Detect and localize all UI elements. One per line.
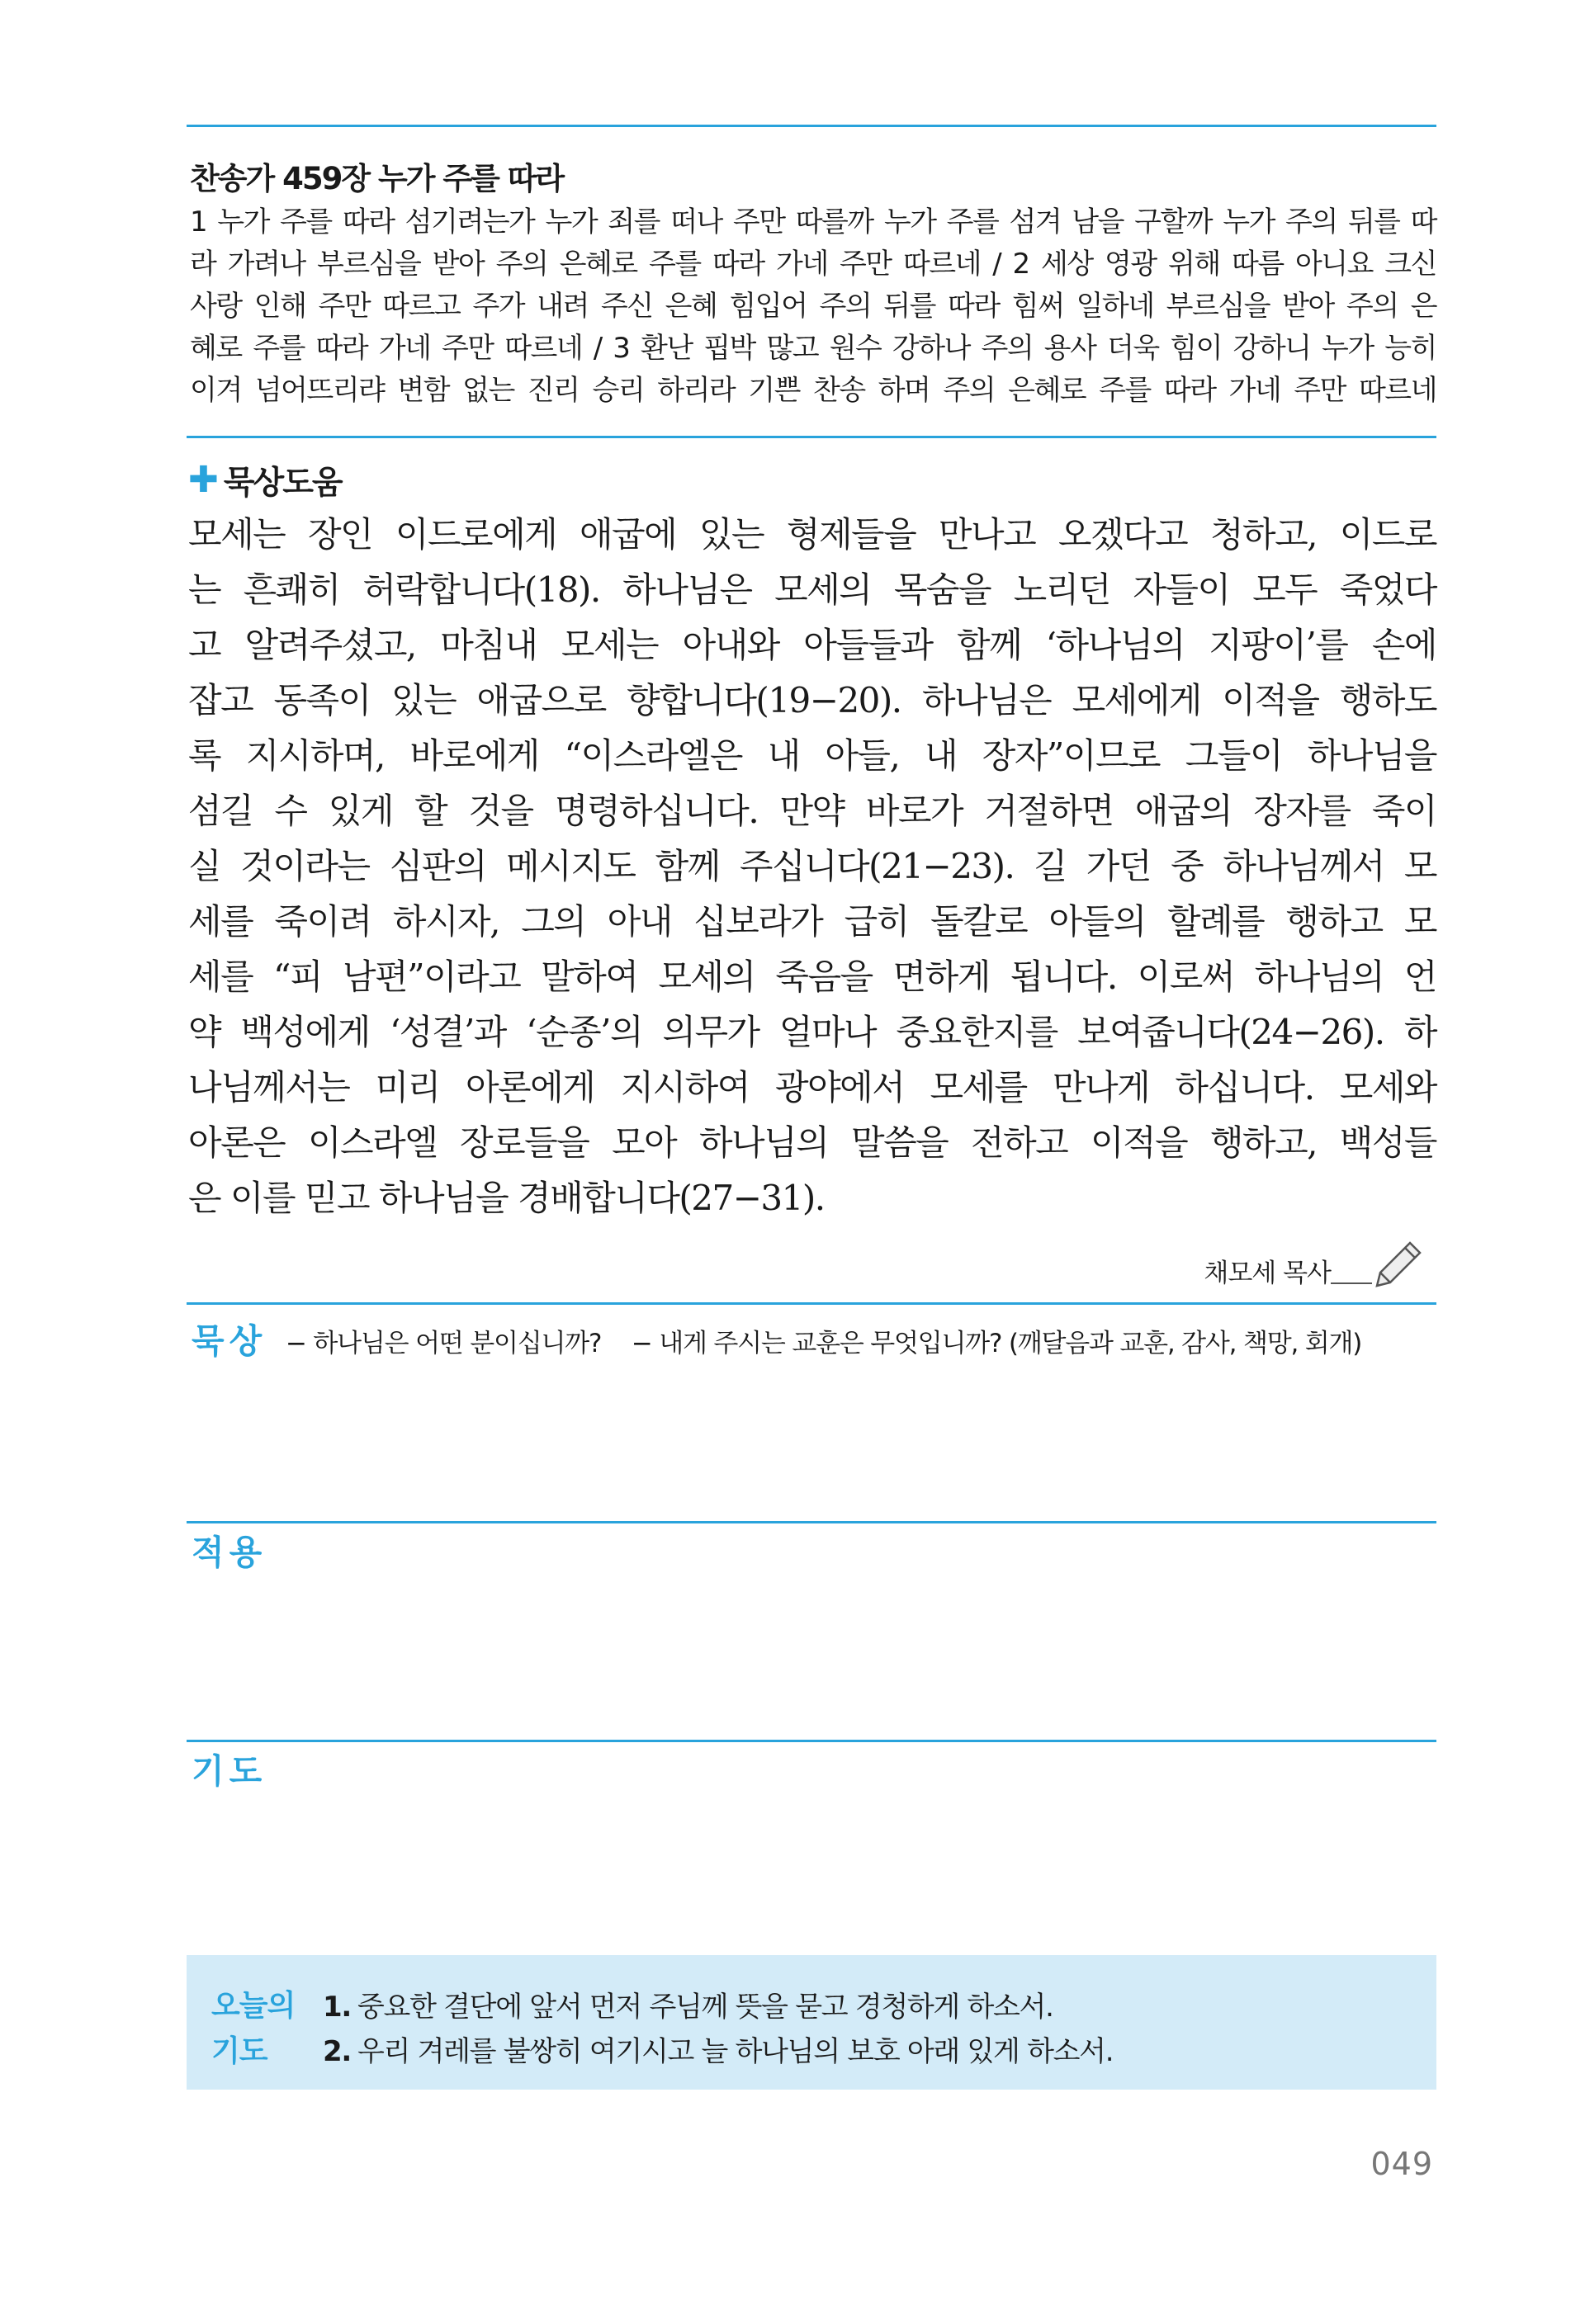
hymn-line: 사랑 인해 주만 따르고 주가 내려 주신 은혜 힘입어 주의 뒤를 따라 힘써 일하네 부르심을 받아 주의 은 [190, 290, 1436, 323]
author-signature [1204, 1238, 1423, 1289]
body-line: 잡고 동족이 있는 애굽으로 향합니다(19−20). 하나님은 모세에게 이적을 행하도 [188, 680, 1436, 720]
hymn-line: 혜로 주를 따라 가네 주만 따르네 / 3 환난 핍박 많고 원수 강하나 주의 용사 더욱 힘이 강하니 누가 능히 [190, 332, 1436, 365]
prayer-item [323, 1985, 1113, 2029]
application-label: 적용 [192, 1533, 267, 1572]
todays-prayer-label [211, 1983, 295, 2074]
question-1: − 하나님은 어떤 분이십니까? [286, 1329, 602, 1358]
body-line: 록 지시하며, 바로에게 “이스라엘은 내 아들, 내 장자”이므로 그들이 하나님을 [188, 735, 1436, 776]
todays-prayer-list [323, 1985, 1113, 2074]
hymn-divider [187, 436, 1436, 438]
meditation-questions [286, 1322, 1384, 1359]
todays-prayer-box [187, 1955, 1436, 2090]
meditation-divider [187, 1302, 1436, 1305]
todays-prayer-label-line2: 기도 [211, 2034, 267, 2068]
body-line: 은 이를 믿고 하나님을 경배합니다(27−31). [188, 1178, 825, 1218]
body-line: 아론은 이스라엘 장로들을 모아 하나님의 말씀을 전하고 이적을 행하고, 백성들 [188, 1122, 1436, 1163]
hymn-line: 1 누가 주를 따라 섬기려는가 누가 죄를 떠나 주만 따를까 누가 주를 섬겨 남을 구할까 누가 주의 뒤를 따 [190, 205, 1436, 239]
question-2: − 내게 주시는 교훈은 무엇입니까? (깨달음과 교훈, 감사, 책망, 회개) [631, 1329, 1362, 1358]
hymn-lyrics [190, 201, 1436, 412]
prayer-item-text: 우리 겨레를 불쌍히 여기시고 늘 하나님의 보호 아래 있게 하소서. [357, 2035, 1114, 2068]
body-line: 모세는 장인 이드로에게 애굽에 있는 형제들을 만나고 오겠다고 청하고, 이드로 [188, 514, 1436, 555]
meditation-label: 묵상 [192, 1321, 267, 1361]
todays-prayer-label-line1: 오늘의 [211, 1989, 296, 2023]
prayer-item-number: 1. [323, 1991, 351, 2024]
meditation-help-body [188, 507, 1436, 1226]
prayer-item-number: 2. [323, 2035, 351, 2068]
application-divider [187, 1521, 1436, 1523]
meditation-help-heading [188, 457, 342, 503]
hymn-line: 라 가려나 부르심을 받아 주의 은혜로 주를 따라 가네 주만 따르네 / 2 세상 영광 위해 따름 아니요 크신 [190, 248, 1436, 281]
top-divider [187, 125, 1436, 127]
body-line: 세를 죽이려 하시자, 그의 아내 십보라가 급히 돌칼로 아들의 할례를 행하고 모 [188, 901, 1436, 942]
meditation-help-title: 묵상도움 [223, 465, 342, 502]
body-line: 나님께서는 미리 아론에게 지시하여 광야에서 모세를 만나게 하십니다. 모세와 [188, 1067, 1436, 1108]
page-number: 049 [1370, 2146, 1433, 2182]
signature-underline [1331, 1282, 1372, 1284]
prayer-item-text: 중요한 결단에 앞서 먼저 주님께 뜻을 묻고 경청하게 하소서. [357, 1991, 1053, 2024]
prayer-divider [187, 1740, 1436, 1742]
prayer-item [323, 2029, 1113, 2074]
body-line: 는 흔쾌히 허락합니다(18). 하나님은 모세의 목숨을 노리던 자들이 모두 죽었다 [188, 569, 1436, 610]
body-line: 약 백성에게 ‘성결’과 ‘순종’의 의무가 얼마나 중요한지를 보여줍니다(24−26). 하 [188, 1012, 1436, 1052]
body-line: 실 것이라는 심판의 메시지도 함께 주십니다(21−23). 길 가던 중 하나님께서 모 [188, 846, 1436, 886]
prayer-label: 기도 [192, 1751, 267, 1791]
body-line: 고 알려주셨고, 마침내 모세는 아내와 아들들과 함께 ‘하나님의 지팡이’를 손에 [188, 625, 1436, 665]
plus-icon: ✚ [188, 459, 217, 501]
pencil-icon [1372, 1238, 1423, 1289]
body-line: 세를 “피 남편”이라고 말하여 모세의 죽음을 면하게 됩니다. 이로써 하나님의 언 [188, 957, 1436, 997]
hymn-line: 이겨 넘어뜨리랴 변함 없는 진리 승리 하리라 기쁜 찬송 하며 주의 은혜로 주를 따라 가네 주만 따르네 [190, 374, 1436, 407]
author-name: 채모세 목사 [1204, 1259, 1331, 1288]
hymn-title: 찬송가 459장 누가 주를 따라 [190, 161, 564, 196]
body-line: 섬길 수 있게 할 것을 명령하십니다. 만약 바로가 거절하면 애굽의 장자를 죽이 [188, 791, 1436, 831]
